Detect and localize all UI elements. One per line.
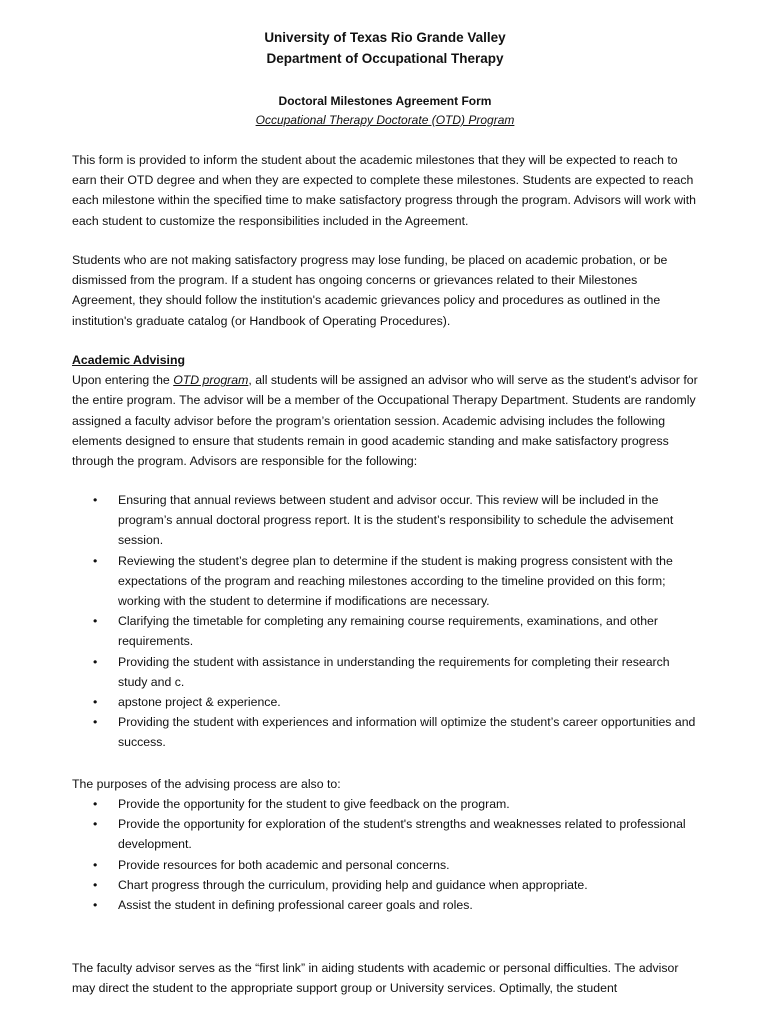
list-item — [72, 855, 698, 875]
list-item — [72, 611, 698, 651]
list-item-text: Provide resources for both academic and personal concerns. — [118, 857, 450, 872]
bullet-icon: • — [93, 654, 98, 669]
list-item-text: Provide the opportunity for the student to give feedback on the program. — [118, 797, 510, 811]
intro-paragraph-2: Students who are not making satisfactory progress may lose funding, be placed on academic probation, or be dismissed from the program. If a student has ongoing concerns or grievances related to their Milestones Agreement, they should follow the institution's academic grievances policy and procedures as outlined in the institution's graduate catalog (or Handbook of Operating Procedures). — [72, 253, 668, 328]
bullet-icon: • — [93, 817, 98, 832]
list-item-text: Chart progress through the curriculum, providing help and guidance when appropriate. — [118, 877, 588, 892]
intro-paragraph-1: This form is provided to inform the student about the academic milestones that they will be expected to reach to earn their OTD degree and when they are expected to complete these milestones. Students are expected to reach each milestone within the specified time to make satisfactory progress through the program. Advisors will work with each student to customize the responsibilities included in the Agreement. — [72, 153, 696, 228]
list-item — [72, 875, 698, 895]
academic-advising-heading: Academic Advising — [72, 353, 185, 367]
advising-purposes-list — [72, 794, 698, 915]
advisor-responsibilities-list — [72, 490, 698, 753]
academic-advising-lead — [72, 370, 698, 471]
bullet-icon: • — [93, 715, 98, 730]
list-item — [72, 814, 698, 854]
list-item-text: apstone project & experience. — [118, 695, 281, 710]
list-item-text: Providing the student with experiences and information will optimize the student’s career opportunities and success. — [118, 715, 696, 750]
list-item — [72, 692, 698, 712]
bullet-icon: • — [93, 553, 98, 568]
form-title: Doctoral Milestones Agreement Form — [278, 94, 492, 108]
program-title: Occupational Therapy Doctorate (OTD) Program — [255, 113, 515, 127]
closing-paragraph: The faculty advisor serves as the “first link” in aiding students with academic or personal difficulties. The advisor may direct the student to the appropriate support group or University services. Optimally, the student — [72, 961, 679, 996]
list-item — [72, 490, 698, 551]
department-title: Department of Occupational Therapy — [266, 51, 504, 66]
list-item — [72, 895, 698, 915]
bullet-icon: • — [93, 898, 98, 913]
list-item-text: Reviewing the student’s degree plan to determine if the student is making progress consistent with the expectations of the program and reaching milestones according to the timeline provided on this form; working with the student to determine if modifications are necessary. — [118, 553, 673, 609]
bullet-icon: • — [93, 877, 98, 892]
bullet-icon: • — [93, 797, 98, 811]
otd-program-link[interactable]: OTD program — [173, 373, 249, 388]
list-item-text: Clarifying the timetable for completing any remaining course requirements, examinations, and other requirements. — [118, 614, 658, 649]
bullet-icon: • — [93, 695, 98, 710]
list-item — [72, 712, 698, 752]
lead-after: , all students will be assigned an advisor who will serve as the student's advisor for the entire program. The advisor will be a member of the Occupational Therapy Department. Students are randomly assigned a faculty advisor before the program’s orientation session. Academic advising includes the following elements designed to ensure that students remain in good academic standing and make satisfactory progress through the program. Advisors are responsible for the following: — [72, 373, 698, 469]
program-title-row — [0, 111, 770, 129]
list-item-text: Assist the student in defining professional career goals and roles. — [118, 898, 473, 913]
bullet-icon: • — [93, 493, 98, 507]
bullet-icon: • — [93, 857, 98, 872]
bullet-icon: • — [93, 614, 98, 629]
list-item-text: Ensuring that annual reviews between student and advisor occur. This review will be included in the program’s annual doctoral progress report. It is the student’s responsibility to schedule the advisement session. — [118, 493, 674, 548]
list-item — [72, 551, 698, 612]
list-item — [72, 794, 698, 814]
university-title: University of Texas Rio Grande Valley — [264, 30, 506, 45]
list-item-text: Provide the opportunity for exploration of the student's strengths and weaknesses related to professional development. — [118, 817, 686, 852]
academic-advising-section — [72, 350, 698, 471]
list-item — [72, 652, 698, 692]
lead-before: Upon entering the — [72, 373, 174, 388]
list-item-text: Providing the student with assistance in understanding the requirements for completing their research study and c. — [118, 654, 670, 689]
purposes-intro: The purposes of the advising process are also to: — [72, 777, 341, 791]
